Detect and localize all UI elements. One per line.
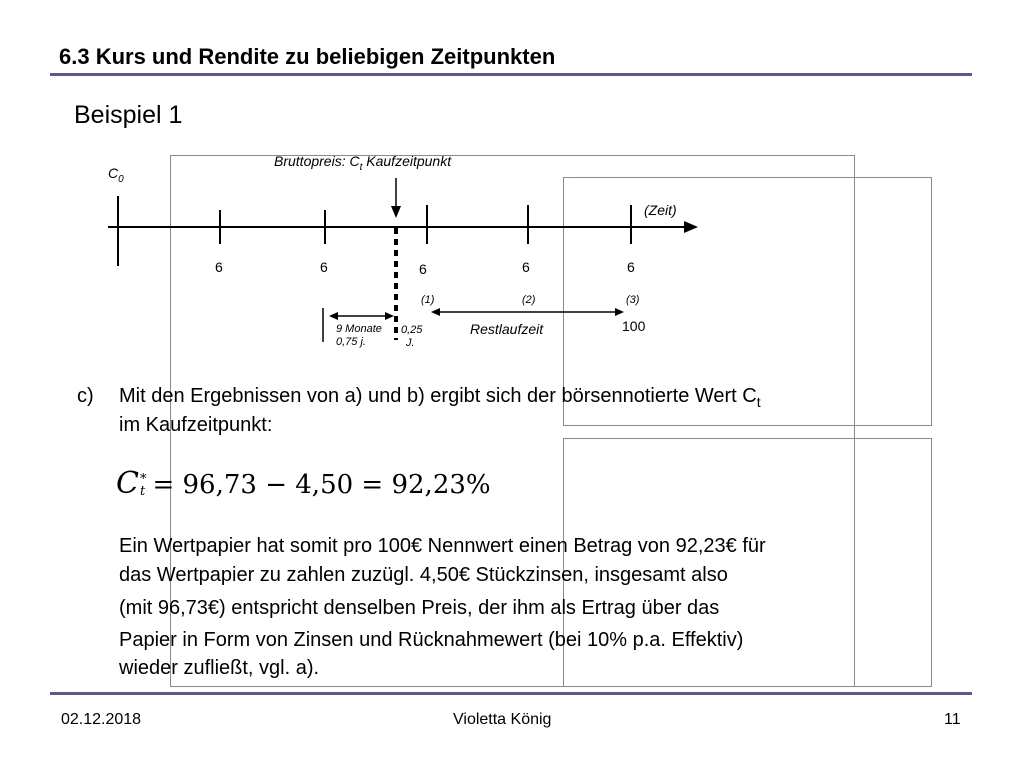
ghost-frame-left: · (170, 155, 855, 687)
restlaufzeit-arrow-right (615, 308, 624, 316)
item-c-text: Mit den Ergebnissen von a) und b) ergibt sich der börsennotierte Wert $C_t$ im Kaufzeitpunkt: (119, 385, 761, 436)
restlaufzeit-arrow-left (431, 308, 440, 316)
restlaufzeit-label: Restlaufzeit (470, 321, 544, 337)
example-heading: Beispiel 1 (74, 101, 183, 129)
coupon-value: 6 (627, 259, 635, 275)
ghost-frame-right-bottom: · (563, 438, 932, 687)
paragraph-line: Ein Wertpapier hat somit pro 100€ Nennwert einen Betrag von 92,23€ für (119, 535, 766, 557)
slide-title: 6.3 Kurs und Rendite zu beliebigen Zeitpunkten (59, 44, 556, 69)
time-axis-arrow (684, 221, 698, 233)
paragraph-line: Papier in Form von Zinsen und Rücknahmewert (bei 10% p.a. Effektiv) (119, 629, 744, 651)
zeit-label: (Zeit) (644, 202, 677, 218)
paragraph-line: wieder zufließt, vgl. a). (119, 657, 320, 679)
quarter-year-label: 0,25 J. (401, 324, 423, 349)
footer-rule (50, 692, 972, 695)
footer-author: Violetta König (453, 711, 552, 728)
coupon-value: 6 (419, 261, 427, 277)
paragraph-line: (mit 96,73€) entspricht denselben Preis, der ihm als Ertrag über das (119, 597, 720, 619)
nine-months-arrow-right (385, 312, 394, 320)
coupon-value: 6 (522, 259, 530, 275)
ghost-frame-right-top: · (563, 177, 932, 426)
coupon-value: 6 (215, 259, 223, 275)
redemption-value: 100 (622, 318, 646, 334)
period-label: (2) (522, 294, 536, 306)
price-formula: C * t = 96,73 − 4,50 = 92,23% (116, 466, 491, 501)
period-label: (3) (626, 294, 640, 306)
brutto-arrow-head (391, 206, 401, 218)
page-number: 11 (944, 711, 961, 728)
paragraph-line: das Wertpapier zu zahlen zuzügl. 4,50€ Stückzinsen, insgesamt also (119, 564, 728, 586)
nine-months-arrow-left (329, 312, 338, 320)
item-c-marker: c) (77, 385, 94, 407)
brutto-label: Bruttopreis: $C_t$ Kaufzeitpunkt (274, 153, 452, 173)
footer-date: 02.12.2018 (61, 711, 142, 728)
period-label: (1) (421, 294, 435, 306)
coupon-value: 6 (320, 259, 328, 275)
nine-months-label: 9 Monate 0,75 j. (336, 323, 382, 348)
c0-label: $C_0$ (108, 165, 124, 185)
